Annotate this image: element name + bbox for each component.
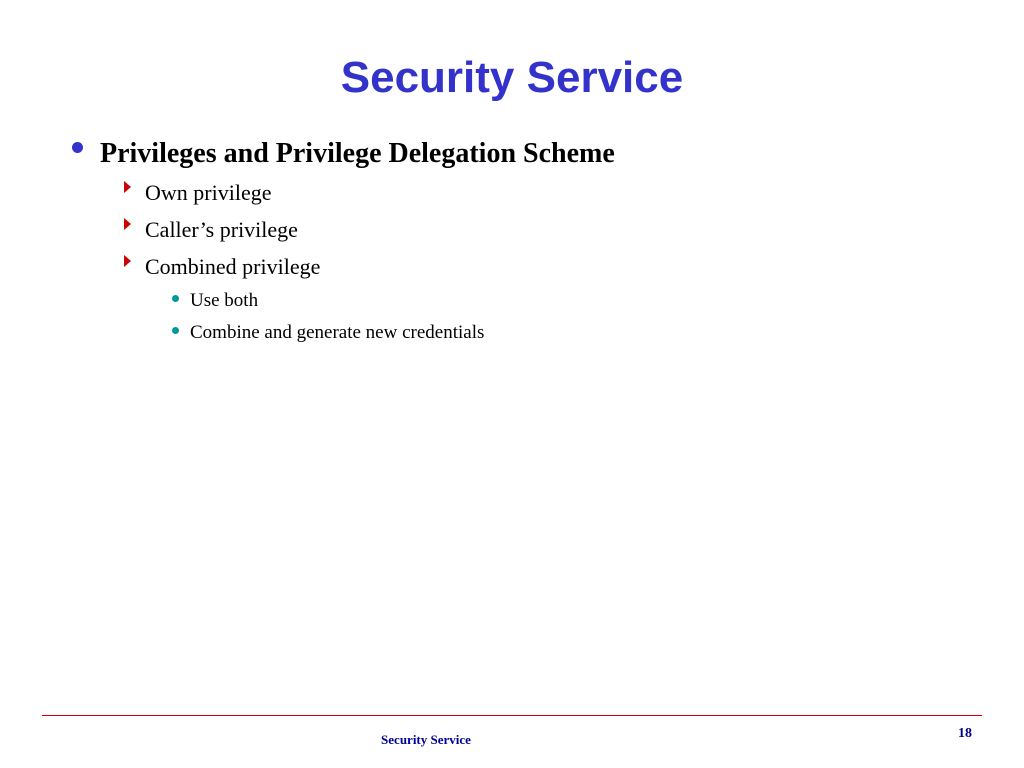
triangle-bullet-icon [124,181,131,193]
triangle-bullet-icon [124,218,131,230]
bullet-dot-icon [172,327,179,334]
bullet-level2-combined-privilege: Combined privilege [145,254,321,279]
bullet-level3-use-both: Use both [190,290,259,311]
bullet-level3-combine-credentials: Combine and generate new credentials [190,322,485,343]
triangle-bullet-icon [124,255,131,267]
bullet-level2-own-privilege: Own privilege [145,180,272,205]
slide-title: Security Service [340,53,684,102]
footer-divider [42,715,982,716]
bullet-dot-icon [72,142,83,153]
bullet-level2-callers-privilege: Caller’s privilege [145,217,298,242]
page-number: 18 [958,726,972,741]
bullet-level1-privileges: Privileges and Privilege Delegation Scheme [100,138,615,169]
bullet-dot-icon [172,295,179,302]
footer-title: Security Service [381,732,471,747]
